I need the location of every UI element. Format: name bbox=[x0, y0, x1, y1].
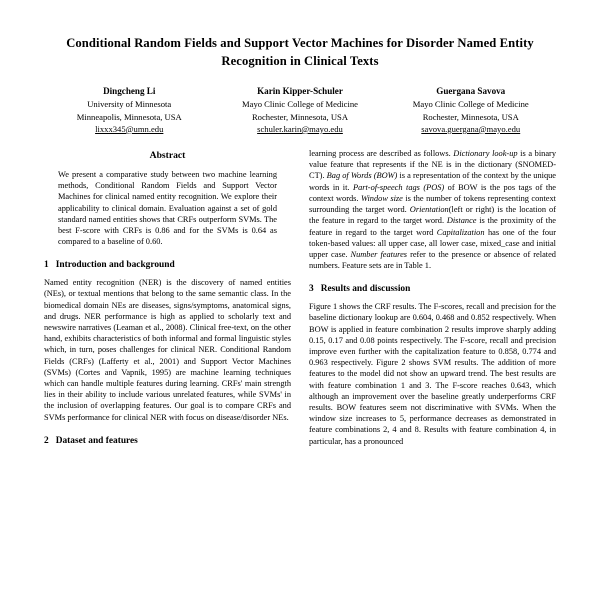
term-bag-of-words: Bag of Words (BOW) bbox=[326, 171, 398, 181]
text-run: (left or right) is the location of the feature in regard to the target word. bbox=[309, 205, 556, 226]
page-title: Conditional Random Fields and Support Vector Machines for Disorder Named Entity Recognition in Clinical Texts bbox=[66, 36, 534, 69]
term-distance: Distance bbox=[446, 216, 477, 226]
author-entry bbox=[44, 85, 214, 136]
author-entry bbox=[215, 85, 385, 136]
text-run: is a representation of the context by the unique words in it. bbox=[309, 171, 556, 192]
author-email[interactable]: schuler.karin@mayo.edu bbox=[257, 123, 343, 134]
text-run: refer to the presence or absence of related numbers. Feature sets are in Table 1. bbox=[309, 249, 556, 271]
term-dictionary-lookup: Dictionary look-up bbox=[453, 149, 518, 159]
abstract-heading: Abstract bbox=[149, 150, 186, 162]
right-column-intro-paragraph bbox=[309, 148, 556, 271]
author-name: Karin Kipper-Schuler bbox=[257, 85, 343, 96]
text-run: is the number of tokens representing context surrounding the target word. bbox=[309, 193, 556, 215]
section-3-paragraph: Figure 1 shows the CRF results. The F-scores, recall and precision for the baseline dictionary lookup are 0.604, 0.468 and 0.852 respectively. When BOW is applied in feature combination 2 results improve sharply adding 0.15, 0.17 and 0.08 points respectively. The F-score, recall and precision improve even further with the capitalization feature to 0.858, 0.774 and 0.963 respectively. Figure 2 shows SVM results. The addition of more features to the model did not show an upward trend. The best results are with feature combination 1 and 3. The F-score reaches 0.643, which although an improvement over the baseline greatly underperforms CRF results. BOW features seem not discriminative with SVMs. When the window size increases to 5, performance decreases as demonstrated in feature combinations 2, 4 and 8. Results with feature combination 4, in particular, has a pronounced bbox=[309, 302, 556, 446]
section-1-paragraph: Named entity recognition (NER) is the discovery of named entities (NEs), or textual mentions that belong to the same semantic class. In the biomedical domain NEs are diseases, signs/symptoms, anatomical signs, and drugs. NER performance is high as applied to scholarly text and newswire narratives (Leaman et al., 2008). Clinical free-text, on the other hand, exhibits characteristics of both informal and formal linguistic styles which, in turn, poses challenges for clinical NER. Conditional Random Fields (CRFs) (Lafferty et al., 2001) and Support Vector Machines (SVMs) (Cortes and Vapnik, 1995) are machine learning techniques which can handle multiple features during learning. CRFs' main strength lies in their ability to include various unrelated features, while SVMs' in the inclusion of overlapping features. Our goal is to compare CRFs and SVMs performance for clinical NER with focus on disease/disorder NEs. bbox=[44, 278, 291, 422]
author-email[interactable]: lixxx345@umn.edu bbox=[95, 123, 164, 134]
text-run: is the proximity of the feature in regard to the target word bbox=[309, 216, 556, 237]
left-column bbox=[44, 148, 291, 453]
author-list bbox=[44, 85, 556, 136]
author-affiliation: Mayo Clinic College of Medicine bbox=[412, 99, 529, 110]
term-orientation: Orientation bbox=[409, 205, 449, 215]
author-affiliation: Mayo Clinic College of Medicine bbox=[241, 99, 358, 110]
author-name: Guergana Savova bbox=[436, 85, 506, 96]
term-window-size: Window size bbox=[361, 193, 403, 203]
section-heading-3 bbox=[309, 283, 556, 296]
term-pos: Part-of-speech tags (POS) bbox=[352, 182, 445, 192]
section-number: 2 bbox=[44, 435, 49, 446]
body-columns bbox=[44, 148, 556, 453]
author-affiliation: University of Minnesota bbox=[87, 99, 172, 110]
author-location: Minneapolis, Minnesota, USA bbox=[76, 111, 182, 122]
text-run: learning process are described as follows. bbox=[309, 149, 454, 159]
section-heading-2 bbox=[44, 435, 291, 448]
right-column bbox=[309, 148, 556, 453]
abstract-text: We present a comparative study between two machine learning methods, Conditional Random Fields and Support Vector Machines for clinical named entity recognition. We explore their applicability to clinical domain. Evaluation against a set of gold standard named entities shows that CRFs outperform SVMs. The best F-score with CRFs is 0.86 and for the SVMs is 0.64 as compared to a baseline of 0.60. bbox=[58, 169, 277, 247]
author-location: Rochester, Minnesota, USA bbox=[422, 111, 519, 122]
section-number: 1 bbox=[44, 260, 49, 271]
section-title: Introduction and background bbox=[55, 260, 175, 271]
author-entry bbox=[386, 85, 556, 136]
author-name: Dingcheng Li bbox=[103, 85, 156, 96]
section-heading-1 bbox=[44, 259, 291, 272]
term-capitalization: Capitalization bbox=[436, 227, 485, 237]
section-number: 3 bbox=[309, 284, 314, 295]
section-title: Dataset and features bbox=[55, 435, 138, 446]
text-run: is a binary value feature that represents if the NE is in the dictionary (SNOMED-CT). bbox=[309, 149, 556, 181]
author-location: Rochester, Minnesota, USA bbox=[251, 111, 349, 122]
text-run: has one of the four token-based values: all upper case, all lower case, mixed_case and initial upper case. bbox=[309, 227, 556, 259]
author-email[interactable]: savova.guergana@mayo.edu bbox=[421, 123, 521, 134]
text-run: of BOW is the pos tags of the context words. bbox=[309, 182, 557, 203]
term-number-features: Number features bbox=[350, 249, 408, 259]
section-title: Results and discussion bbox=[320, 284, 411, 295]
